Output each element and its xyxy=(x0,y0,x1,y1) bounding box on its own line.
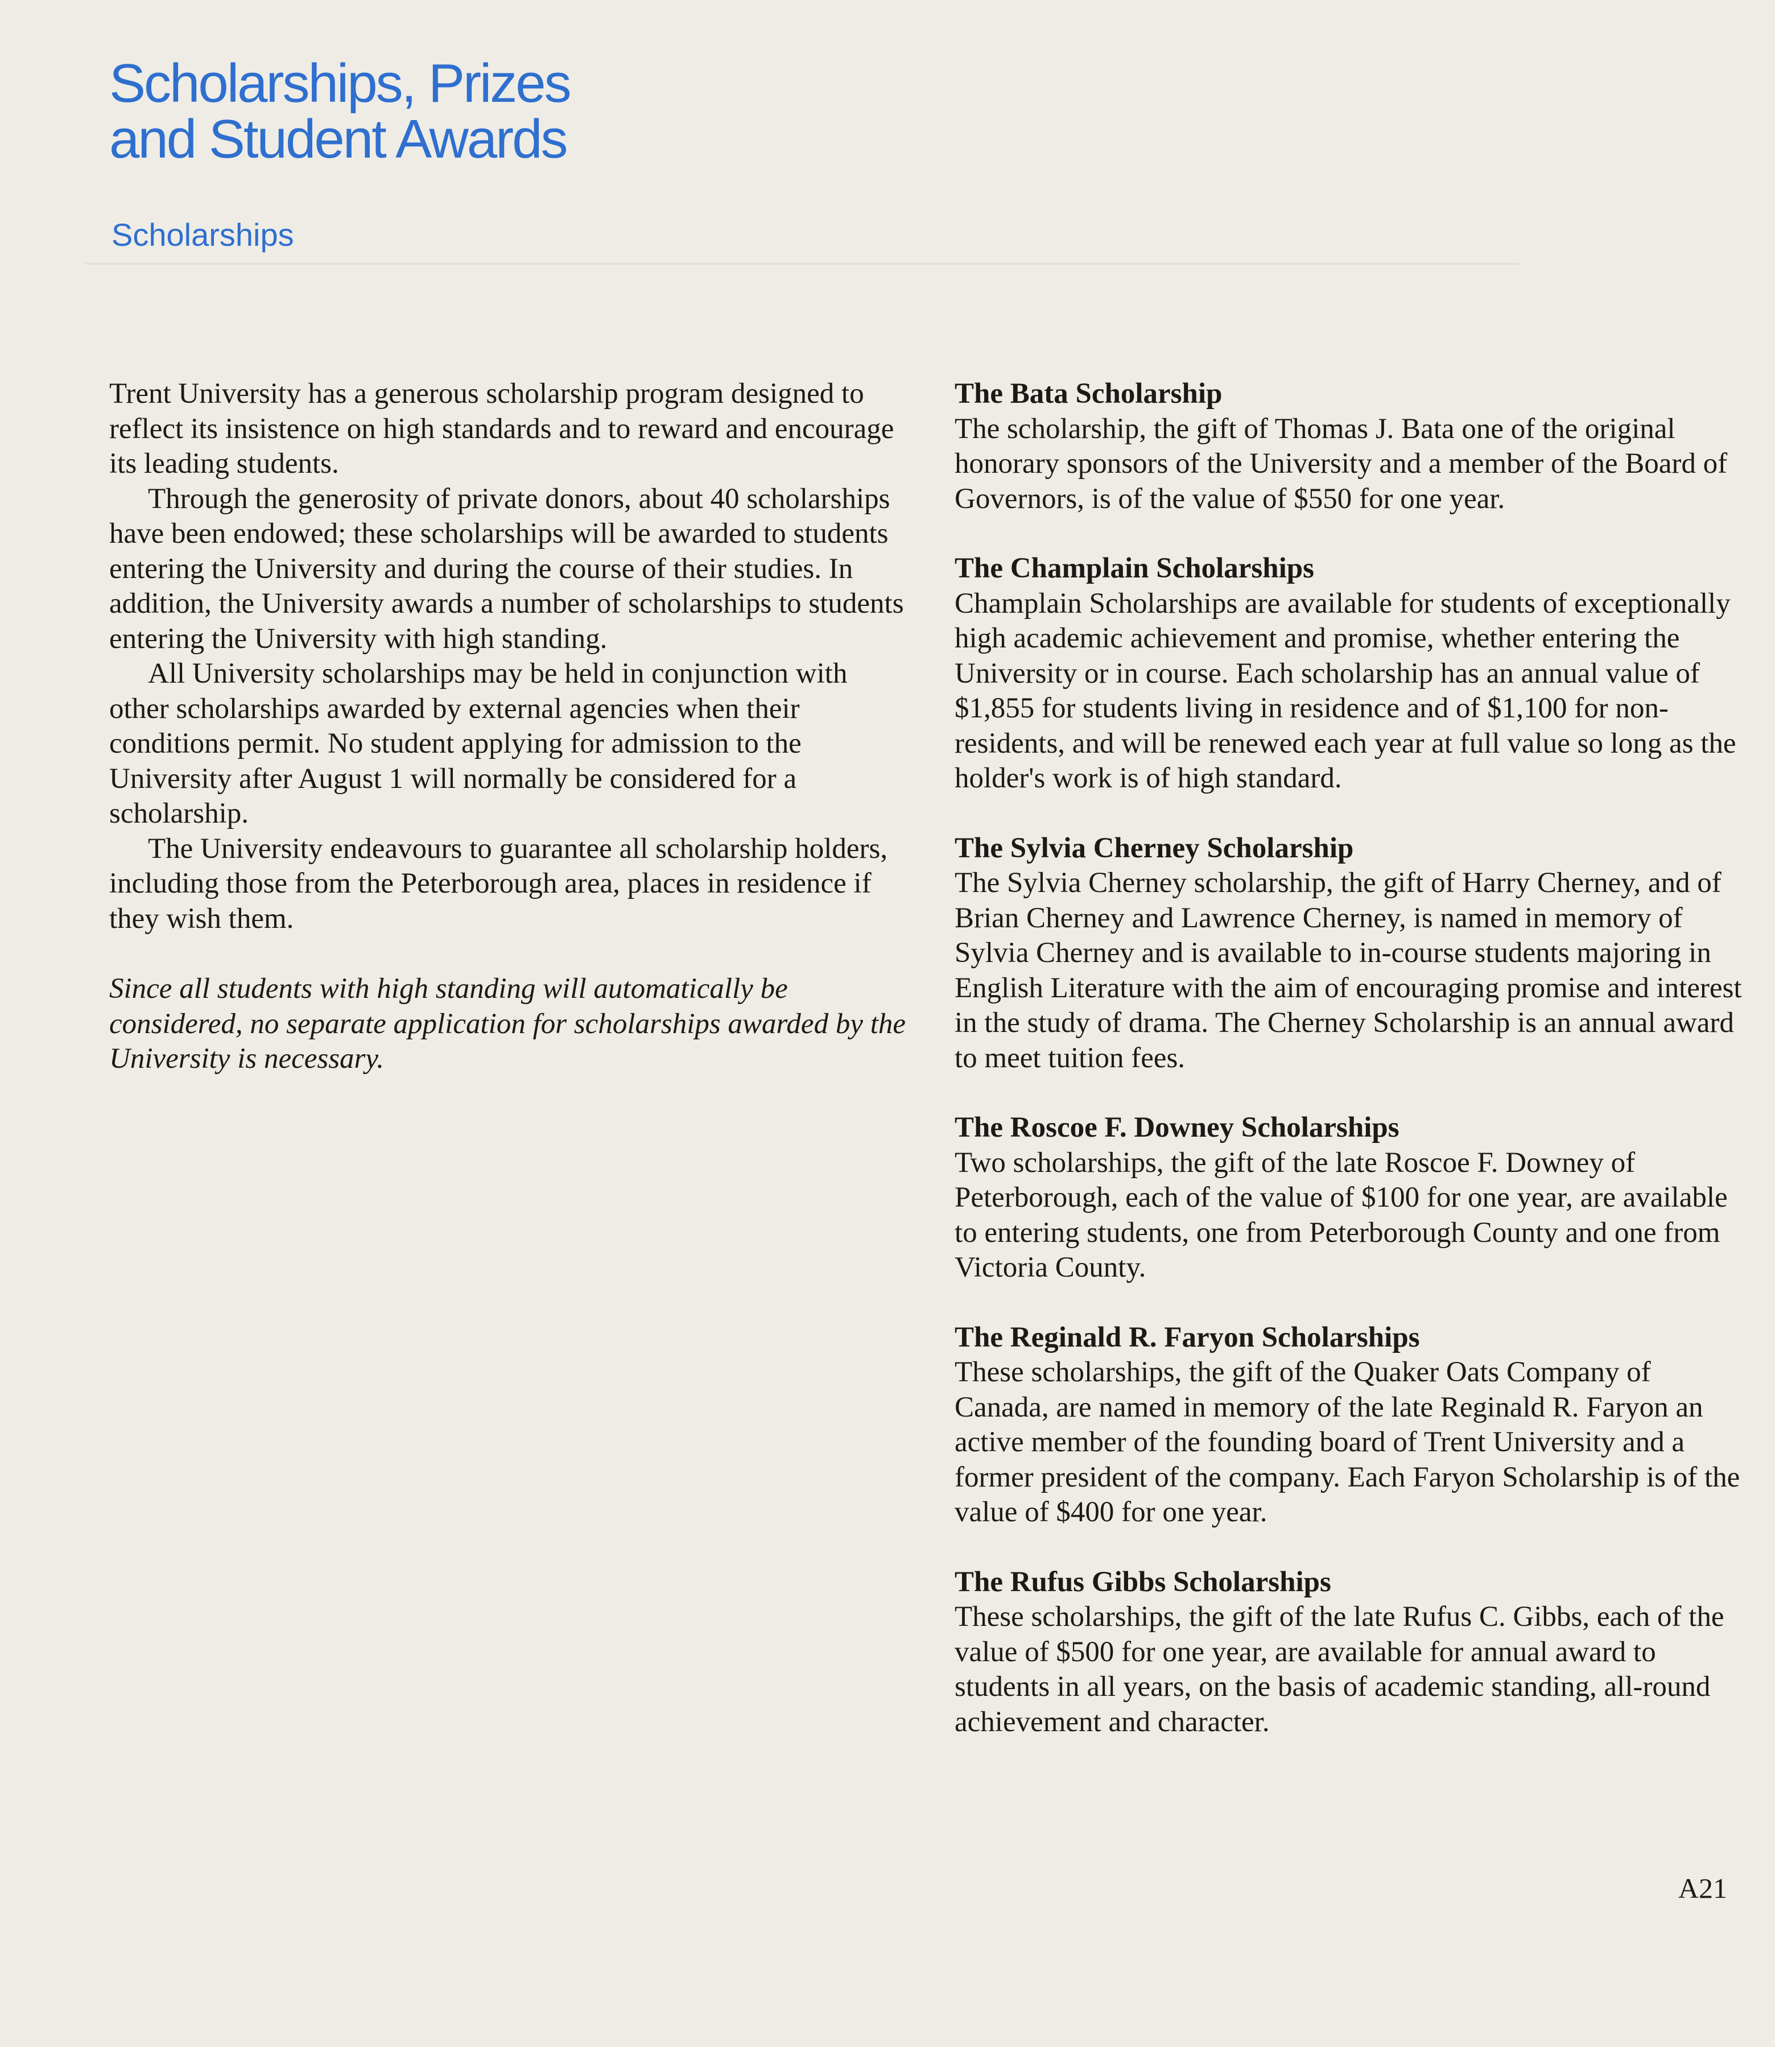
intro-paragraph-2: Through the generosity of private donors, about 40 scholarships have been endowed; these scholarships will be awarded to students entering the University and during the course of their studies. In addition, the University awards a number of scholarships to students entering the University with high standing. xyxy=(109,482,904,655)
intro-paragraph-3: All University scholarships may be held in conjunction with other scholarships awarded by external agencies when their conditions permit. No student applying for admission to the University after August 1 will normally be considered for a scholarship. xyxy=(109,658,848,829)
intro-paragraph-1: Trent University has a generous scholarship program designed to reflect its insistence on high standards and to reward and encourage its leading students. xyxy=(109,378,894,480)
scholarship-title: The Reginald R. Faryon Scholarships xyxy=(955,1321,1420,1353)
page-title xyxy=(109,53,570,170)
scholarship-list xyxy=(955,377,1751,1774)
scholarship-title: The Bata Scholarship xyxy=(955,378,1223,410)
scholarship-title: The Rufus Gibbs Scholarships xyxy=(955,1566,1331,1598)
scholarship-entry-champlain xyxy=(955,551,1751,796)
scholarship-entry-faryon xyxy=(955,1320,1751,1530)
page-title-line-1: Scholarships, Prizes xyxy=(109,53,570,114)
scholarship-description: These scholarships, the gift of the late Rufus C. Gibbs, each of the value of $500 for one year, are available for annual award to students in all years, on the basis of academic standing, all-round achievement and character. xyxy=(955,1601,1724,1738)
scholarship-entry-bata xyxy=(955,377,1751,517)
scholarship-description: Champlain Scholarships are available for students of exceptionally high academic achievement and promise, whether entering the University or in course. Each scholarship has an annual value of $1,855 for students living in residence and of $1,100 for non-residents, and will be renewed each year at full value so long as the holder's work is of high standard. xyxy=(955,587,1736,794)
scholarship-entry-gibbs xyxy=(955,1565,1751,1740)
page-number: A21 xyxy=(1678,1872,1728,1904)
scholarship-title: The Champlain Scholarships xyxy=(955,552,1315,584)
application-note: Since all students with high standing will automatically be considered, no separate application for scholarships awarded by the University is necessary. xyxy=(109,973,906,1075)
page-title-line-2: and Student Awards xyxy=(109,109,567,170)
intro-paragraph-4: The University endeavours to guarantee all scholarship holders, including those from the Peterborough area, places in residence if they wish them. xyxy=(109,832,888,935)
scholarship-entry-cherney xyxy=(955,831,1751,1076)
scholarship-description: These scholarships, the gift of the Quaker Oats Company of Canada, are named in memory of the late Reginald R. Faryon an active member of the founding board of Trent University and a former president of the company. Each Faryon Scholarship is of the value of $400 for one year. xyxy=(955,1356,1740,1528)
scholarship-description: The scholarship, the gift of Thomas J. Bata one of the original honorary sponsors of the University and a member of the Board of Governors, is of the value of $550 for one year. xyxy=(955,412,1728,515)
scholarship-title: The Roscoe F. Downey Scholarships xyxy=(955,1112,1399,1143)
scholarship-entry-downey xyxy=(955,1110,1751,1286)
section-heading: Scholarships xyxy=(112,217,294,253)
scholarship-description: The Sylvia Cherney scholarship, the gift of Harry Cherney, and of Brian Cherney and Lawrence Cherney, is named in memory of Sylvia Cherney and is available to in-course students majoring in English Literature with the aim of encouraging promise and interest in the study of drama. The Cherney Scholarship is an annual award to meet tuition fees. xyxy=(955,867,1742,1074)
divider xyxy=(85,263,1519,265)
scholarship-title: The Sylvia Cherney Scholarship xyxy=(955,832,1354,864)
intro-column xyxy=(109,377,906,1077)
scholarship-description: Two scholarships, the gift of the late Roscoe F. Downey of Peterborough, each of the value of $100 for one year, are available to entering students, one from Peterborough County and one from Victoria County. xyxy=(955,1146,1728,1283)
